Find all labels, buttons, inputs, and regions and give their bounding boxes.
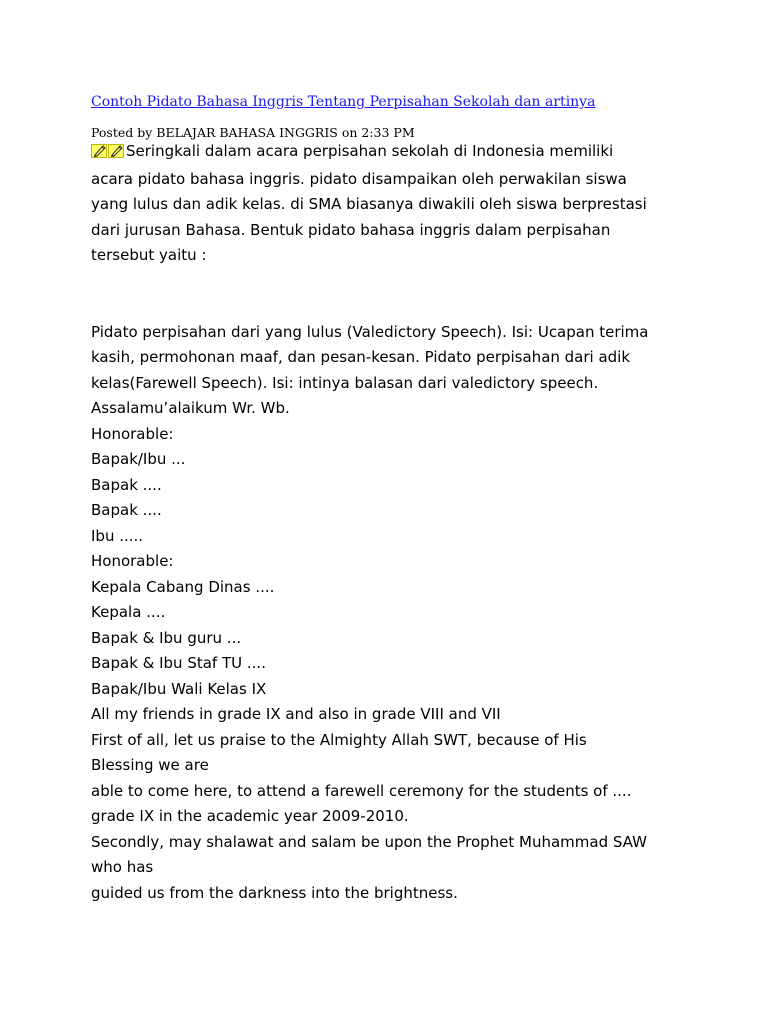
- speech-line: guided us from the darkness into the brightness.: [91, 883, 458, 902]
- pencil-emoticon-icon: [108, 144, 124, 158]
- honorable-heading: Honorable:: [91, 552, 174, 570]
- article: [91, 92, 691, 906]
- on-label: on: [341, 125, 358, 140]
- intro-line: acara pidato bahasa inggris. pidato disampaikan oleh perwakilan siswa: [91, 169, 627, 188]
- speech-line: kasih, permohonan maaf, dan pesan-kesan. Pidato perpisahan dari adik: [91, 348, 631, 366]
- honorable-heading: Honorable:: [91, 424, 174, 443]
- addressee-line: Bapak/Ibu Wali Kelas IX: [91, 679, 267, 698]
- author-name: BELAJAR BAHASA INGGRIS: [156, 125, 338, 140]
- intro-line: [91, 139, 691, 167]
- addressee-line: Kepala Cabang Dinas ....: [91, 577, 275, 596]
- speech-line: Pidato perpisahan dari yang lulus (Valedictory Speech). Isi: Ucapan terima: [91, 322, 649, 341]
- speech-line: who has: [91, 858, 154, 876]
- intro-paragraph: [91, 139, 691, 269]
- addressee-line: Bapak ....: [91, 475, 162, 494]
- speech-line: grade IX in the academic year 2009-2010.: [91, 807, 409, 825]
- posted-by-label: Posted by: [91, 125, 153, 140]
- speech-line: All my friends in grade IX and also in grade VIII and VII: [91, 705, 501, 723]
- addressee-line: Bapak & Ibu Staf TU ....: [91, 654, 266, 672]
- speech-line: First of all, let us praise to the Almighty Allah SWT, because of His: [91, 730, 587, 749]
- article-title-link[interactable]: Contoh Pidato Bahasa Inggris Tentang Perpisahan Sekolah dan artinya: [91, 94, 596, 110]
- speech-line: Blessing we are: [91, 756, 209, 774]
- speech-line: able to come here, to attend a farewell ceremony for the students of ....: [91, 781, 632, 800]
- addressee-line: Ibu .....: [91, 526, 144, 545]
- addressee-line: Bapak & Ibu guru ...: [91, 628, 242, 647]
- pencil-emoticon-icon: [91, 144, 107, 158]
- intro-line: tersebut yaitu :: [91, 246, 207, 264]
- intro-line: yang lulus dan adik kelas. di SMA biasanya diwakili oleh siswa berprestasi: [91, 195, 647, 213]
- emoticon-group: [91, 141, 125, 167]
- intro-line: dari jurusan Bahasa. Bentuk pidato bahasa inggris dalam perpisahan: [91, 220, 611, 239]
- addressee-line: Kepala ....: [91, 603, 166, 621]
- speech-line: Secondly, may shalawat and salam be upon the Prophet Muhammad SAW: [91, 832, 647, 851]
- addressee-line: Bapak ....: [91, 501, 162, 519]
- intro-text: Seringkali dalam acara perpisahan sekolah di Indonesia memiliki: [126, 142, 614, 160]
- addressee-line: Bapak/Ibu ...: [91, 450, 186, 468]
- speech-line: kelas(Farewell Speech). Isi: intinya balasan dari valedictory speech.: [91, 373, 599, 392]
- post-time: 2:33 PM: [361, 125, 415, 140]
- speech-body: [91, 320, 691, 907]
- paragraph-gap: [91, 269, 691, 320]
- greeting-line: Assalamu’alaikum Wr. Wb.: [91, 399, 290, 417]
